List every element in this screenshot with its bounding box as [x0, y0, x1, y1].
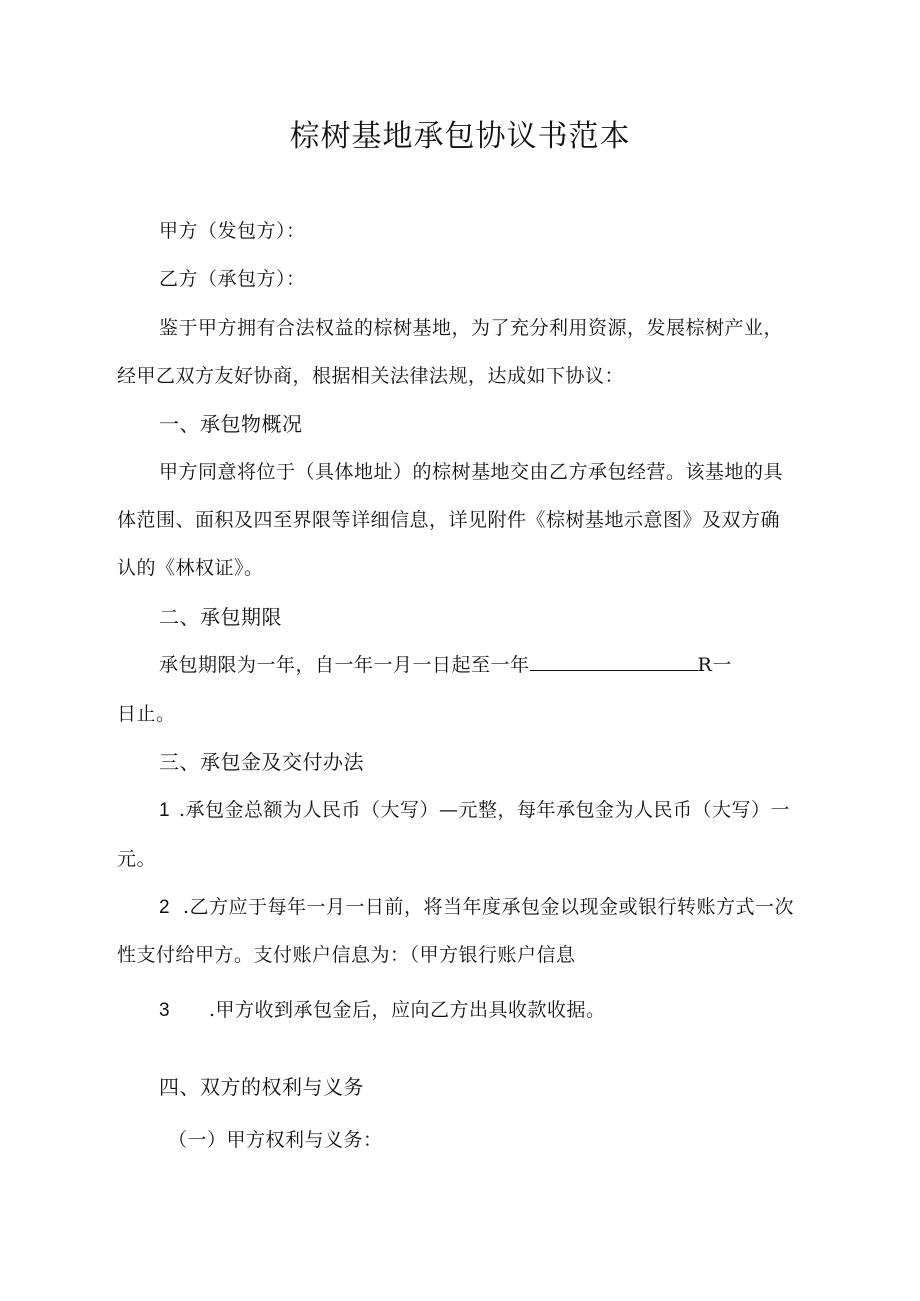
- section-3-item-2-cont: 性支付给甲方。支付账户信息为：（甲方银行账户信息: [117, 944, 576, 966]
- section-4-sub-1: （一）甲方权利与义务：: [168, 1129, 383, 1151]
- section-1-line-1: 甲方同意将位于（具体地址）的棕树基地交由乙方承包经营。该基地的具: [159, 461, 784, 483]
- section-2-line-2: 日止。: [117, 703, 176, 725]
- party-a-label: 甲方（发包方）：: [159, 220, 306, 242]
- section-3-item-2: [159, 894, 794, 921]
- section-1-heading: 一、承包物概况: [159, 412, 303, 436]
- party-b-label: 乙方（承包方）：: [159, 268, 306, 290]
- item-3-number: 3: [159, 1000, 171, 1021]
- section-4-heading: 四、双方的权利与义务: [159, 1075, 364, 1099]
- section-3-heading: 三、承包金及交付办法: [159, 750, 364, 774]
- preamble-line-1: 鉴于甲方拥有合法权益的棕树基地，为了充分利用资源，发展棕树产业，: [159, 317, 784, 339]
- item-1-number: 1: [159, 800, 171, 821]
- date-blank-line: [530, 652, 698, 671]
- preamble-line-2: 经甲乙双方友好协商，根据相关法律法规，达成如下协议：: [117, 365, 625, 387]
- item-2-number: 2: [159, 897, 171, 918]
- section-2-line-1: [159, 652, 732, 678]
- section-1-line-3: 认的《林权证》。: [117, 557, 264, 579]
- section-3-item-1-cont: 元。: [117, 848, 157, 870]
- document-title: 棕树基地承包协议书范本: [289, 119, 631, 154]
- term-text-end: R一: [697, 654, 732, 676]
- section-3-item-3: [159, 997, 606, 1024]
- section-2-heading: 二、承包期限: [159, 605, 282, 629]
- section-1-line-2: 体范围、面积及四至界限等详细信息，详见附件《棕树基地示意图》及双方确: [117, 509, 781, 531]
- item-3-text: .甲方收到承包金后，应向乙方出具收款收据。: [209, 999, 606, 1021]
- item-2-text: .乙方应于每年一月一日前，将当年度承包金以现金或银行转账方式一次: [183, 896, 795, 918]
- item-1-text: .承包金总额为人民币（大写）—元整，每年承包金为人民币（大写）一: [179, 799, 791, 821]
- term-text-start: 承包期限为一年，自一年一月一日起至一年: [159, 654, 530, 676]
- section-3-item-1: [159, 797, 790, 824]
